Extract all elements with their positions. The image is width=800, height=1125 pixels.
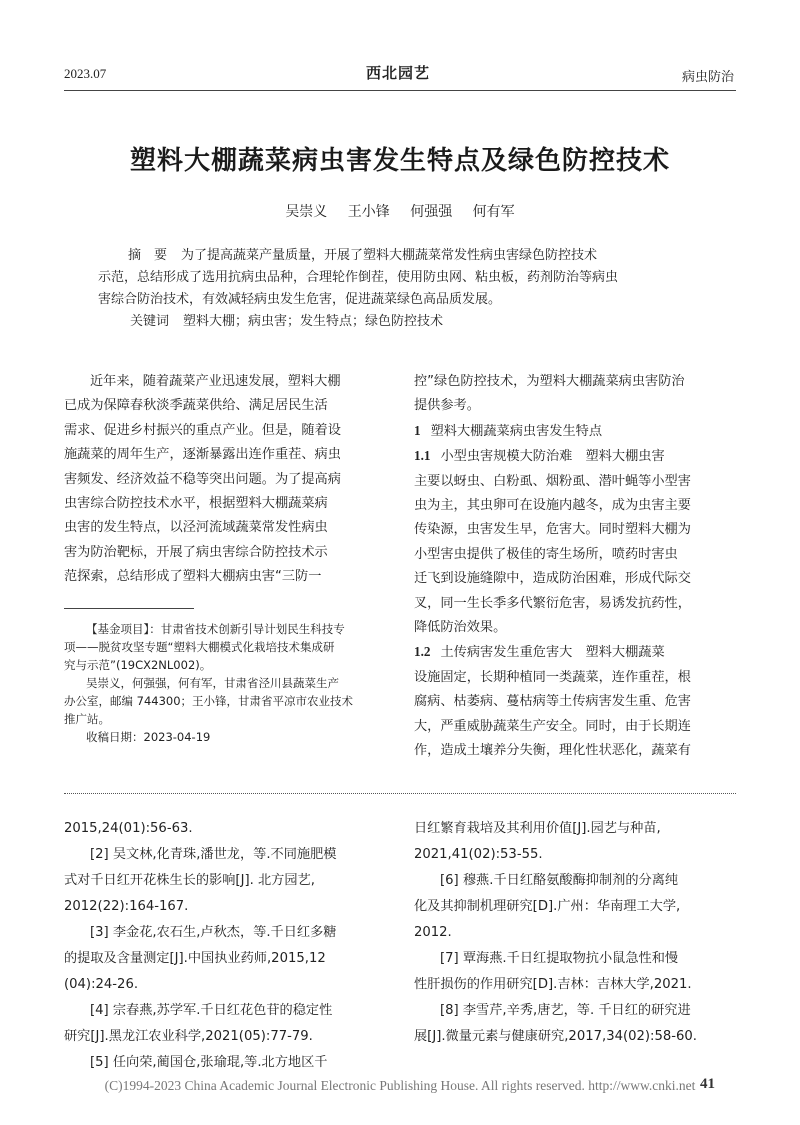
- author: 王小锋: [347, 204, 390, 220]
- footnote-line: 【基金项目】：甘肃省技术创新引导计划民生科技专: [86, 622, 345, 636]
- reference-line: 2012(22):164-167.: [64, 899, 189, 914]
- references-right: [414, 816, 739, 1050]
- section-name: 病虫防治: [681, 70, 734, 85]
- body-line: 害频发、经济效益不稳等突出问题。为了提高病: [64, 471, 341, 487]
- body-line: 控”绿色防控技术，为塑料大棚蔬菜病虫害防治: [414, 374, 685, 389]
- footnote-line: 究与示范”(19CX2NL002)。: [64, 658, 212, 672]
- body-line: 小型害虫提供了极佳的寄生场所，喷药时害虫: [414, 546, 678, 562]
- abstract-line: 害综合防治技术，有效减轻病虫发生危害，促进蔬菜绿色高品质发展。: [98, 292, 502, 307]
- footnote-line: 推广站。: [64, 712, 110, 726]
- reference-line: [3] 李金花,农石生,卢秋杰，等.千日红多糖: [90, 925, 337, 940]
- page-number: 41: [700, 1076, 715, 1092]
- reference-line: [6] 穆燕.千日红酪氨酸酶抑制剂的分离纯: [440, 873, 679, 888]
- body-line: 腐病、枯萎病、蔓枯病等土传病害发生重、危害: [414, 694, 691, 710]
- body-line: 害为防治靶标，开展了病虫害综合防控技术示: [64, 544, 328, 560]
- received-date: 收稿日期：2023-04-19: [86, 730, 211, 744]
- footnote-line: 项——脱贫攻坚专题“塑料大棚模式化栽培技术集成研: [64, 640, 335, 654]
- keywords: 塑料大棚；病虫害；发生特点；绿色防控技术: [183, 314, 444, 329]
- journal-logo: 西北园艺: [366, 64, 431, 82]
- reference-line: 展[J].微量元素与健康研究,2017,34(02):58-60.: [414, 1029, 697, 1044]
- abstract-line: 示范，总结形成了选用抗病虫品种，合理轮作倒茬，使用防虫网、粘虫板，药剂防治等病虫: [98, 270, 619, 285]
- reference-line: [2] 吴文林,化青珠,潘世龙，等.不同施肥模: [90, 847, 337, 862]
- body-line: 虫为主，其虫卵可在设施内越冬，成为虫害主要: [414, 498, 691, 514]
- author: 吴崇义: [285, 204, 328, 220]
- footnote-line: 办公室，邮编 744300；王小锋，甘肃省平凉市农业技术: [64, 694, 354, 708]
- author: 何强强: [410, 204, 453, 220]
- reference-line: [7] 覃海燕.千日红提取物抗小鼠急性和慢: [440, 951, 679, 966]
- footnote-rule: [64, 608, 194, 609]
- footnote: [64, 620, 394, 746]
- subsection-1-1: 1.1 小型虫害规模大防治难 塑料大棚虫害: [414, 448, 665, 465]
- abstract-label: 摘 要: [128, 248, 168, 263]
- abstract-line: 为了提高蔬菜产量质量，开展了塑料大棚蔬菜常发性病虫害绿色防控技术: [181, 248, 598, 263]
- copyright-footer: (C)1994-2023 China Academic Journal Electronic Publishing House. All rights reserved. http://www.cnki.net: [104, 1078, 696, 1093]
- right-column: [414, 370, 739, 764]
- left-column: [64, 370, 394, 590]
- reference-line: (04):24-26.: [64, 977, 139, 992]
- body-line: 提供参考。: [414, 398, 480, 414]
- reference-line: [8] 李雪芹,辛秀,唐艺，等. 千日红的研究进: [440, 1003, 691, 1018]
- reference-separator: [64, 793, 736, 794]
- body-line: 近年来，随着蔬菜产业迅速发展，塑料大棚: [90, 374, 341, 389]
- page-header: [0, 62, 800, 88]
- body-line: 施蔬菜的周年生产，逐渐暴露出连作重茬、病虫: [64, 447, 341, 463]
- reference-line: [4] 宗春燕,苏学军.千日红花色苷的稳定性: [90, 1003, 333, 1018]
- keywords-label: 关键词: [130, 314, 170, 329]
- reference-line: 性肝损伤的作用研究[D].吉林：吉林大学,2021.: [414, 977, 692, 992]
- body-line: 大，严重威胁蔬菜生产安全。同时，由于长期连: [414, 718, 691, 734]
- author-list: [0, 201, 800, 221]
- body-line: 迁飞到设施缝隙中，造成防治困难，形成代际交: [414, 571, 691, 587]
- body-line: 作，造成土壤养分失衡，理化性状恶化，蔬菜有: [414, 743, 691, 759]
- body-line: 虫害综合防控技术水平，根据塑料大棚蔬菜病: [64, 496, 328, 512]
- body-line: 需求、促进乡村振兴的重点产业。但是，随着设: [64, 422, 341, 438]
- references-left: [64, 816, 394, 1076]
- reference-line: 研究[J].黑龙江农业科学,2021(05):77-79.: [64, 1029, 313, 1044]
- reference-line: 化及其抑制机理研究[D].广州：华南理工大学,: [414, 899, 681, 914]
- body-line: 降低防治效果。: [414, 620, 507, 636]
- body-line: 虫害的发生特点，以泾河流域蔬菜常发性病虫: [64, 520, 328, 536]
- abstract: [98, 245, 708, 333]
- author: 何有军: [472, 204, 515, 220]
- body-line: 叉，同一生长季多代繁衍危害，易诱发抗药性，: [414, 595, 691, 611]
- body-line: 设施固定，长期种植同一类蔬菜，连作重茬，根: [414, 669, 691, 685]
- reference-line: 式对千日红开花株生长的影响[J]. 北方园艺,: [64, 873, 315, 888]
- body-line: 主要以蚜虫、白粉虱、烟粉虱、潜叶蝇等小型害: [414, 473, 691, 489]
- reference-line: 日红繁育栽培及其利用价值[J].园艺与种苗,: [414, 821, 661, 836]
- issue-date: 2023.07: [64, 66, 107, 81]
- footnote-line: 吴崇义，何强强，何有军，甘肃省泾川县蔬菜生产: [86, 676, 339, 690]
- reference-line: 2012.: [414, 925, 452, 940]
- body-line: 范探索，总结形成了塑料大棚病虫害“三防一: [64, 569, 322, 585]
- section-heading: 1 塑料大棚蔬菜病虫害发生特点: [414, 422, 603, 439]
- reference-line: 2015,24(01):56-63.: [64, 821, 193, 836]
- body-line: 传染源，虫害发生早，危害大。同时塑料大棚为: [414, 522, 691, 538]
- article-title: 塑料大棚蔬菜病虫害发生特点及绿色防控技术: [129, 146, 670, 176]
- reference-line: 2021,41(02):53-55.: [414, 847, 543, 862]
- subsection-1-2: 1.2 土传病害发生重危害大 塑料大棚蔬菜: [414, 644, 665, 661]
- reference-line: 的提取及含量测定[J].中国执业药师,2015,12: [64, 951, 326, 966]
- body-line: 已成为保障春秋淡季蔬菜供给、满足居民生活: [64, 398, 328, 414]
- reference-line: [5] 任向荣,蔺国仓,张瑜琨,等.北方地区千: [90, 1055, 328, 1070]
- header-rule: [64, 90, 736, 91]
